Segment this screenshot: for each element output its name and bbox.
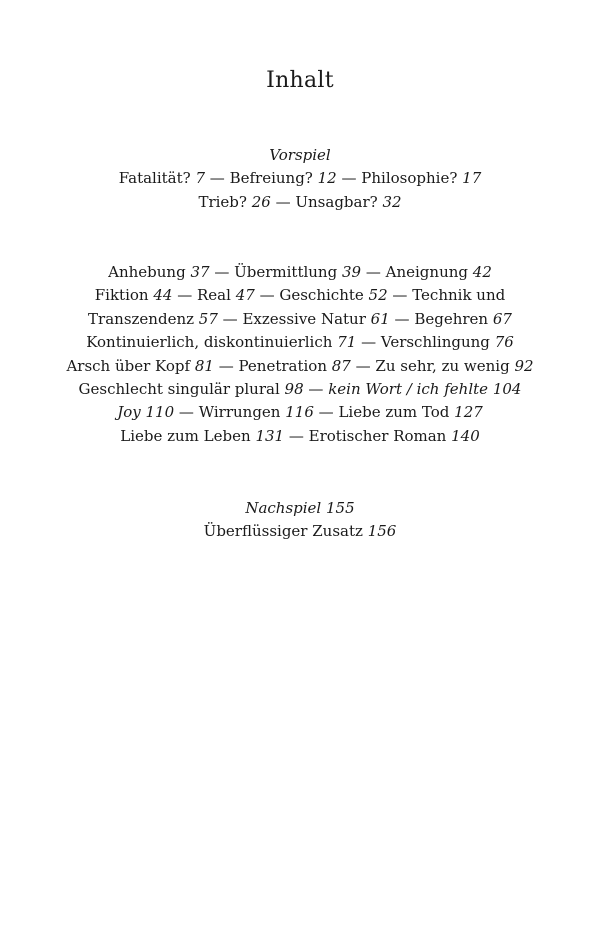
toc-page-number: 12 (317, 169, 337, 188)
toc-label: Liebe zum Tod (338, 403, 450, 422)
toc-label: Nachspiel (245, 499, 322, 517)
em-dash-separator: — (341, 169, 357, 188)
em-dash-separator: — (177, 286, 193, 305)
toc-label: Befreiung? (229, 169, 313, 188)
toc-line (0, 520, 600, 543)
toc-label: Erotischer Roman (308, 426, 447, 445)
toc-label: Penetration (238, 356, 327, 375)
toc-label: Technik und (412, 286, 506, 305)
toc-page-number: 127 (454, 403, 483, 422)
toc-line (0, 261, 600, 284)
toc-label: Transzendenz (88, 309, 195, 328)
toc-page-number: 26 (251, 192, 271, 211)
toc-label: Philosophie? (361, 169, 458, 188)
toc-label: Arsch über Kopf (66, 356, 191, 375)
toc-label: Zu sehr, zu wenig (375, 356, 510, 375)
toc-page-number: 131 (255, 426, 285, 445)
section-vorspiel (0, 144, 600, 214)
toc-page-number: 57 (198, 309, 218, 328)
section-heading-nachspiel (0, 497, 600, 520)
section-heading-vorspiel: Vorspiel (269, 146, 331, 164)
toc-label: Übermittlung (234, 263, 338, 281)
em-dash-separator: — (275, 192, 291, 211)
toc-page-number: 44 (153, 286, 173, 305)
em-dash-separator: — (392, 286, 408, 305)
toc-page-number: 81 (194, 356, 214, 375)
toc-label: Exzessive Natur (242, 309, 366, 328)
toc-page-number: 39 (341, 263, 362, 281)
toc-label: Überflüssiger Zusatz (203, 522, 363, 541)
toc-label: Anhebung (108, 263, 186, 281)
toc-page-number: 156 (367, 522, 397, 541)
toc-label: Fiktion (94, 286, 149, 305)
em-dash-separator: — (288, 426, 304, 445)
page-title: Inhalt (266, 68, 334, 93)
toc-label: Fatalität? (118, 169, 191, 188)
em-dash-separator: — (178, 403, 194, 422)
em-dash-separator: — (209, 169, 225, 188)
toc-line (0, 378, 600, 401)
toc-label: Begehren (414, 309, 489, 328)
toc-line (0, 355, 600, 378)
toc-label: Liebe zum Leben (120, 426, 251, 445)
toc-label: Trieb? (198, 192, 247, 211)
toc-line (0, 167, 600, 190)
toc-label: Joy (117, 403, 141, 422)
em-dash-separator: — (222, 309, 238, 328)
toc-line (0, 191, 600, 214)
toc-line (0, 425, 600, 448)
toc-page-number: 47 (235, 286, 255, 305)
toc-page-number: 17 (462, 169, 482, 188)
toc-page-number: 92 (514, 356, 534, 375)
toc-page-number: 37 (190, 263, 210, 281)
toc-label: Geschlecht singulär plural (78, 379, 280, 398)
toc-label: Verschlingung (380, 333, 490, 352)
toc-label: Kontinuierlich, diskontinuierlich (86, 333, 333, 352)
toc-page-number: 98 (284, 379, 304, 398)
em-dash-separator: — (355, 356, 371, 375)
em-dash-separator: — (218, 356, 234, 375)
toc-line (0, 401, 600, 424)
toc-line (0, 331, 600, 354)
section-main (0, 261, 600, 448)
toc-page-number: 87 (331, 356, 351, 375)
section-nachspiel (0, 497, 600, 544)
toc-page-number: 61 (370, 309, 390, 328)
toc-page-number: 42 (472, 263, 492, 281)
toc-line (0, 284, 600, 307)
em-dash-separator: — (365, 263, 381, 281)
toc-label: Wirrungen (198, 403, 281, 422)
toc-label: Geschichte (279, 286, 364, 305)
toc-page-number: 67 (492, 309, 512, 328)
toc-page-number: 116 (285, 403, 314, 422)
toc-page-number: 71 (337, 333, 357, 352)
toc-page-number: 140 (451, 426, 480, 445)
toc-page-number: 32 (382, 192, 402, 211)
toc-label: Aneignung (385, 263, 468, 281)
em-dash-separator: — (259, 286, 275, 305)
em-dash-separator: — (318, 403, 334, 422)
toc-page-number: 76 (494, 333, 514, 352)
toc-label: kein Wort / ich fehlte (328, 379, 489, 398)
toc-page-number: 104 (492, 379, 522, 398)
toc-page-number: 110 (145, 403, 175, 422)
em-dash-separator: — (308, 379, 324, 398)
toc-line (0, 308, 600, 331)
toc-page-number: 7 (195, 169, 206, 188)
em-dash-separator: — (361, 333, 377, 352)
em-dash-separator: — (394, 309, 410, 328)
toc-page-number: 155 (326, 499, 355, 517)
toc-label: Real (197, 286, 231, 305)
em-dash-separator: — (214, 263, 230, 281)
toc-label: Unsagbar? (295, 192, 378, 211)
toc-page-number: 52 (368, 286, 388, 305)
